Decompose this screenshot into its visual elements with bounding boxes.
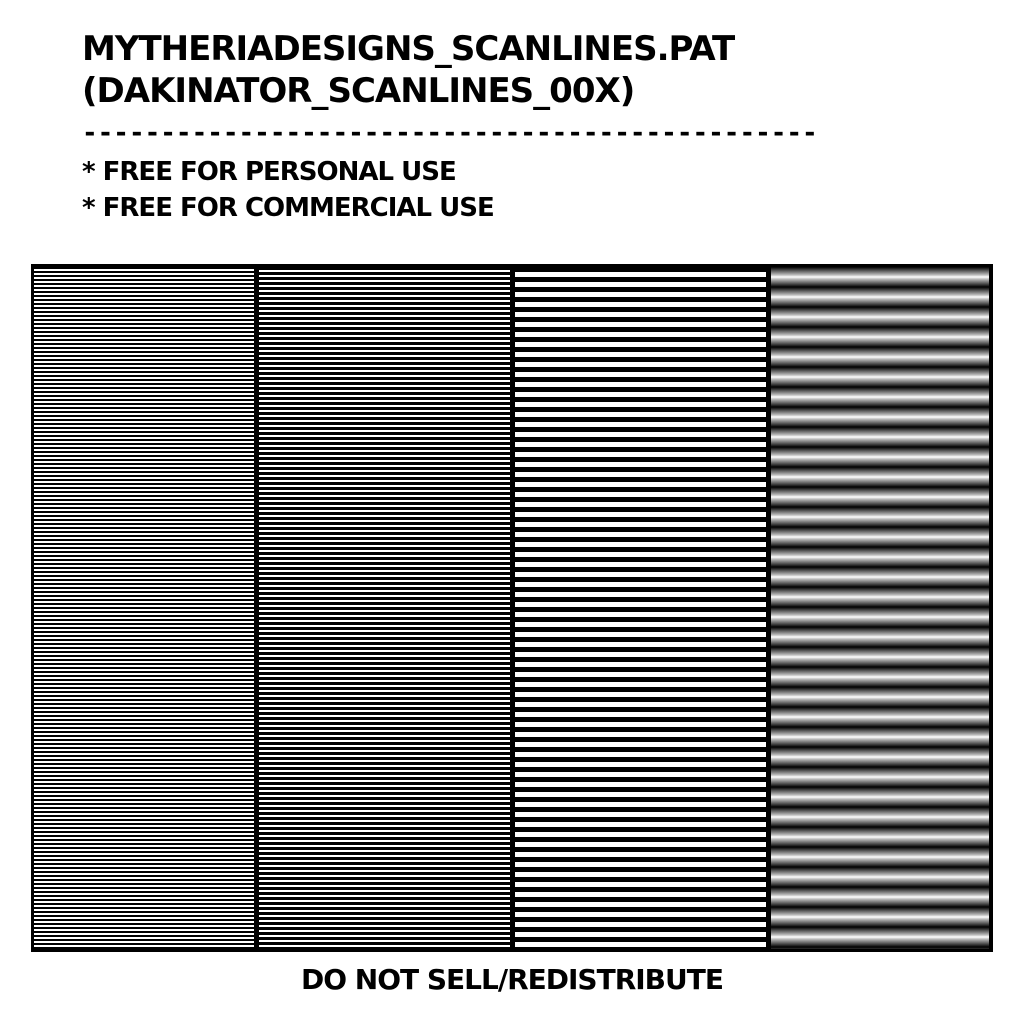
swatch-medium-scanlines <box>259 267 510 949</box>
license-notes <box>82 154 494 226</box>
header <box>82 28 942 148</box>
swatch-soft-gradient-scanlines <box>771 267 989 949</box>
note-commercial-use: * FREE FOR COMMERCIAL USE <box>82 193 494 223</box>
note-personal-use: * FREE FOR PERSONAL USE <box>82 157 456 187</box>
scanline-swatches <box>31 264 993 952</box>
title-pattern-set: (DAKINATOR_SCANLINES_00X) <box>82 71 635 111</box>
title-filename: MYTHERIADESIGNS_SCANLINES.PAT <box>82 29 735 69</box>
footer-notice: DO NOT SELL/REDISTRIBUTE <box>301 963 723 996</box>
swatch-wide-scanlines <box>515 267 766 949</box>
swatch-fine-scanlines <box>34 267 254 949</box>
divider-dashes: ----------------------------------------------- <box>82 118 818 148</box>
